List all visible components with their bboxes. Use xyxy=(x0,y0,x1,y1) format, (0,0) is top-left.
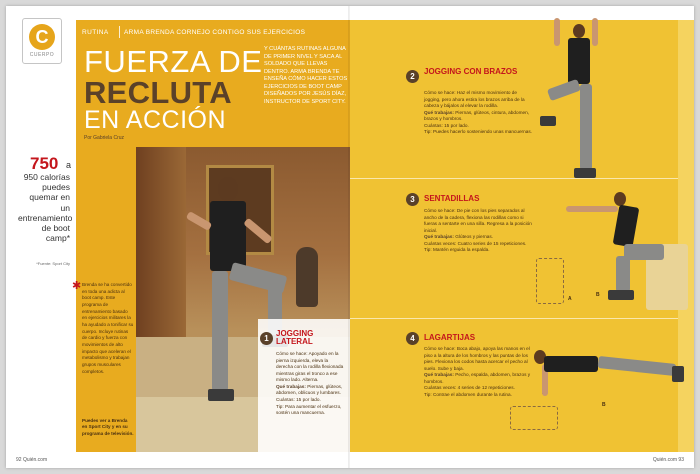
left-page xyxy=(6,6,350,468)
exercise-3-sketch-label-a: A xyxy=(568,296,572,302)
exercise-3-figure xyxy=(566,192,676,312)
stat-source: *Fuente: Sport City xyxy=(36,261,70,266)
stat-text: 950 calorías puedes quemar en un entrenamiento de boot camp* xyxy=(18,172,73,244)
exercise-4-sketch xyxy=(510,406,558,430)
exercise-1-body: Cómo se hace: Apoyado en la pierna izquierda, eleva la derecha con la rodilla flexionada mientras giras el tronco a ese mismo lado. Alterna. Qué trabajas: Piernas, glúteos, abdomen, oblicuos y lumbares. Cuántas: 15 por lado. Tip: Para aumentar el esfuerzo, sostén una mancuerna. xyxy=(276,351,344,416)
exercise-4-title: LAGARTIJAS xyxy=(424,333,476,342)
exercise-1-title: JOGGING LATERAL xyxy=(276,329,314,347)
side-note-text: Brenda se ha convertido en toda una adicta al boot camp. Este programa de entrenamiento basado en ejercicios militares la ha ayudado a tonificar su cuerpo. Incluye rutinas de cardio y fuerza con movimientos de alto impacto que aceleran el metabolismo y trabajan grupos musculares completos. xyxy=(82,282,134,374)
tag-divider xyxy=(119,26,120,38)
exercise-3-sketch-label-b: B xyxy=(596,292,600,298)
page-number-left: 92 Quién.com xyxy=(16,457,48,463)
exercise-3-sketch xyxy=(536,258,564,304)
byline: Por Gabriela Cruz xyxy=(84,135,125,141)
photo-vase xyxy=(296,247,318,307)
exercise-1-number: 1 xyxy=(260,332,273,345)
headline-line-1: FUERZA DE xyxy=(84,44,263,79)
section-badge-word: CUERPO xyxy=(29,52,55,58)
stat-number-suffix: a xyxy=(66,160,72,170)
asterisk-icon: ✱ xyxy=(72,280,82,292)
exercise-3-title: SENTADILLAS xyxy=(424,194,480,203)
magazine-spread xyxy=(6,6,694,468)
right-page xyxy=(350,6,694,468)
exercise-3-number: 3 xyxy=(406,193,419,206)
section-tag: RUTINA xyxy=(82,29,109,36)
exercise-4-number: 4 xyxy=(406,332,419,345)
block-divider-2 xyxy=(350,318,678,319)
section-badge-letter: C xyxy=(29,24,55,50)
page-number-right: Quién.com 93 xyxy=(652,457,684,463)
exercise-2-number: 2 xyxy=(406,70,419,83)
exercise-4-figure xyxy=(528,342,688,402)
side-credit: Puedes ver a Brenda en Sport City y en su programa de televisión. xyxy=(82,418,134,436)
exercise-2-title: JOGGING CON BRAZOS xyxy=(424,67,518,76)
section-subtitle: ARMA BRENDA CORNEJO CONTIGO SUS EJERCICIOS xyxy=(124,29,306,36)
section-badge xyxy=(22,18,62,64)
side-note xyxy=(72,280,134,375)
intro-text: Y CUÁNTAS RUTINAS ALGUNA DE PRIMER NIVEL Y SACA AL SOLDADO QUE LLEVAS DENTRO. ARMA BRENDA TE ENSEÑA CÓMO HACER ESTOS EJERCICIOS DE BOOT CAMP DISEÑADOS POR JESÚS DÍAZ, INSTRUCTOR DE SPORT CITY. xyxy=(264,46,348,105)
exercise-4-sketch-label-b: B xyxy=(602,402,606,408)
headline-line-2: RECLUTA xyxy=(84,75,232,110)
exercise-2-figure xyxy=(540,24,630,184)
exercise-4-body: Cómo se hace: Boca abajo, apoya las manos en el piso a la altura de los hombros y las puntas de los pies. Flexiona los codos hasta acercar el pecho al suelo. Sube y baja. Qué trabajas: Pecho, espalda, abdomen, brazos y hombros. Cuántas veces: 4 series de 12 repeticiones. Tip: Contrae el abdomen durante la rutina. xyxy=(424,346,531,398)
stat-number: 750 xyxy=(30,154,59,173)
exercise-2-body: Cómo se hace: Haz el mismo movimiento de jogging, pero ahora estira los brazos arriba de la cabeza y bájalos al elevar la rodilla. Qué trabajas: Piernas, glúteos, cintura, abdomen, brazos y hombros. Cuántas: 15 por lado. Tip: Puedes hacerlo sosteniendo unas mancuernas. xyxy=(424,90,532,135)
headline-line-3: EN ACCIÓN xyxy=(84,106,227,134)
exercise-3-body: Cómo se hace: De pie con los pies separados al ancho de la cadera, flexiona las rodillas como si fueras a sentarte en una silla. Regresa a la posición inicial. Qué trabajas: Glúteos y piernas. Cuántas veces: Cuatro series de 15 repeticiones. Tip: Mantén erguida la espalda. xyxy=(424,208,532,253)
